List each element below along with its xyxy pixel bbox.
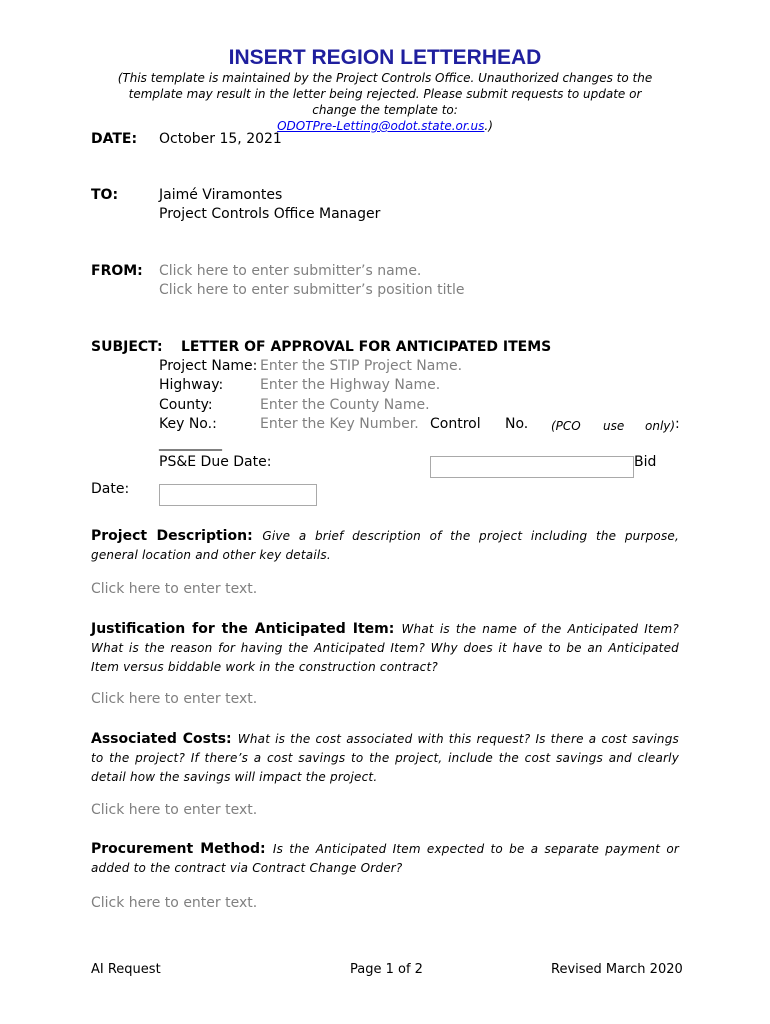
footer-left: AI Request (91, 962, 161, 977)
associated-costs-heading: Associated Costs: (91, 731, 232, 747)
no-word: No. (505, 416, 529, 432)
notice-line-3: change the template to: (312, 103, 458, 117)
bid-label: Bid (634, 454, 657, 470)
project-description-prompt: Give a brief description of the project including the purpose, general location and other key details. (91, 529, 680, 562)
date-value[interactable]: October 15, 2021 (159, 131, 282, 147)
key-number-label: Key No.: (159, 416, 217, 432)
to-name: Jaimé Viramontes (159, 187, 283, 203)
pse-due-date-field[interactable] (430, 456, 634, 478)
only-word: only) (645, 419, 676, 433)
justification-colon: : (388, 621, 395, 637)
justification-section (91, 619, 679, 676)
project-description-field[interactable]: Click here to enter text. (91, 581, 258, 597)
to-title: Project Controls Office Manager (159, 206, 381, 222)
from-label: FROM: (91, 263, 143, 279)
highway-field[interactable]: Enter the Highway Name. (260, 377, 441, 393)
justification-heading: Justification for the Anticipated Item (91, 621, 389, 637)
control-word: Control (430, 416, 481, 432)
footer-page-number: Page 1 of 2 (350, 962, 423, 977)
county-label: County: (159, 397, 213, 413)
procurement-method-prompt: Is the Anticipated Item expected to be a separate payment or added to the contract via Contract Change Order? (91, 842, 679, 875)
highway-label: Highway: (159, 377, 224, 393)
pse-due-date-label: PS&E Due Date: (159, 454, 272, 470)
notice-end: .) (484, 119, 493, 133)
bid-date-label: Date: (91, 481, 130, 497)
project-description-section (91, 526, 679, 564)
to-label: TO: (91, 187, 119, 203)
letterhead-title: INSERT REGION LETTERHEAD (228, 46, 542, 69)
project-name-field[interactable]: Enter the STIP Project Name. (260, 358, 463, 374)
notice-line-1: (This template is maintained by the Project Controls Office. Unauthorized changes to the (117, 71, 653, 85)
associated-costs-field[interactable]: Click here to enter text. (91, 802, 258, 818)
template-notice (95, 70, 675, 134)
control-number-blank[interactable]: _________ (159, 435, 222, 451)
use-word: use (603, 419, 625, 433)
procurement-method-heading: Procurement Method: (91, 841, 266, 857)
associated-costs-section (91, 729, 679, 786)
project-description-heading: Project Description: (91, 528, 253, 544)
notice-email-link[interactable]: ODOTPre-Letting@odot.state.or.us (277, 119, 485, 133)
submitter-title-field[interactable]: Click here to enter submitter’s position title (159, 282, 465, 298)
date-label: DATE: (91, 131, 138, 147)
county-field[interactable]: Enter the County Name. (260, 397, 430, 413)
submitter-name-field[interactable]: Click here to enter submitter’s name. (159, 263, 422, 279)
justification-prompt: What is the name of the Anticipated Item? What is the reason for having the Anticipated Item? Why does it have to be an Anticipated Item versus biddable work in the construction contract? (91, 622, 679, 674)
project-name-label: Project Name: (159, 358, 258, 374)
justification-field[interactable]: Click here to enter text. (91, 691, 258, 707)
procurement-method-section (91, 839, 679, 877)
footer-revision: Revised March 2020 (551, 962, 683, 977)
subject-label: SUBJECT: (91, 339, 163, 355)
subject-value: LETTER OF APPROVAL FOR ANTICIPATED ITEMS (181, 339, 552, 355)
pco-word: (PCO (551, 419, 581, 433)
procurement-method-field[interactable]: Click here to enter text. (91, 895, 258, 911)
key-number-field[interactable]: Enter the Key Number. (260, 416, 419, 432)
control-colon: : (675, 416, 680, 432)
associated-costs-prompt: What is the cost associated with this request? Is there a cost savings to the project? If there’s a cost savings to the project, include the cost savings and clearly detail how the savings will impact the project. (91, 732, 679, 784)
notice-line-2: template may result in the letter being rejected. Please submit requests to update or (128, 87, 642, 101)
bid-date-field[interactable] (159, 484, 317, 506)
